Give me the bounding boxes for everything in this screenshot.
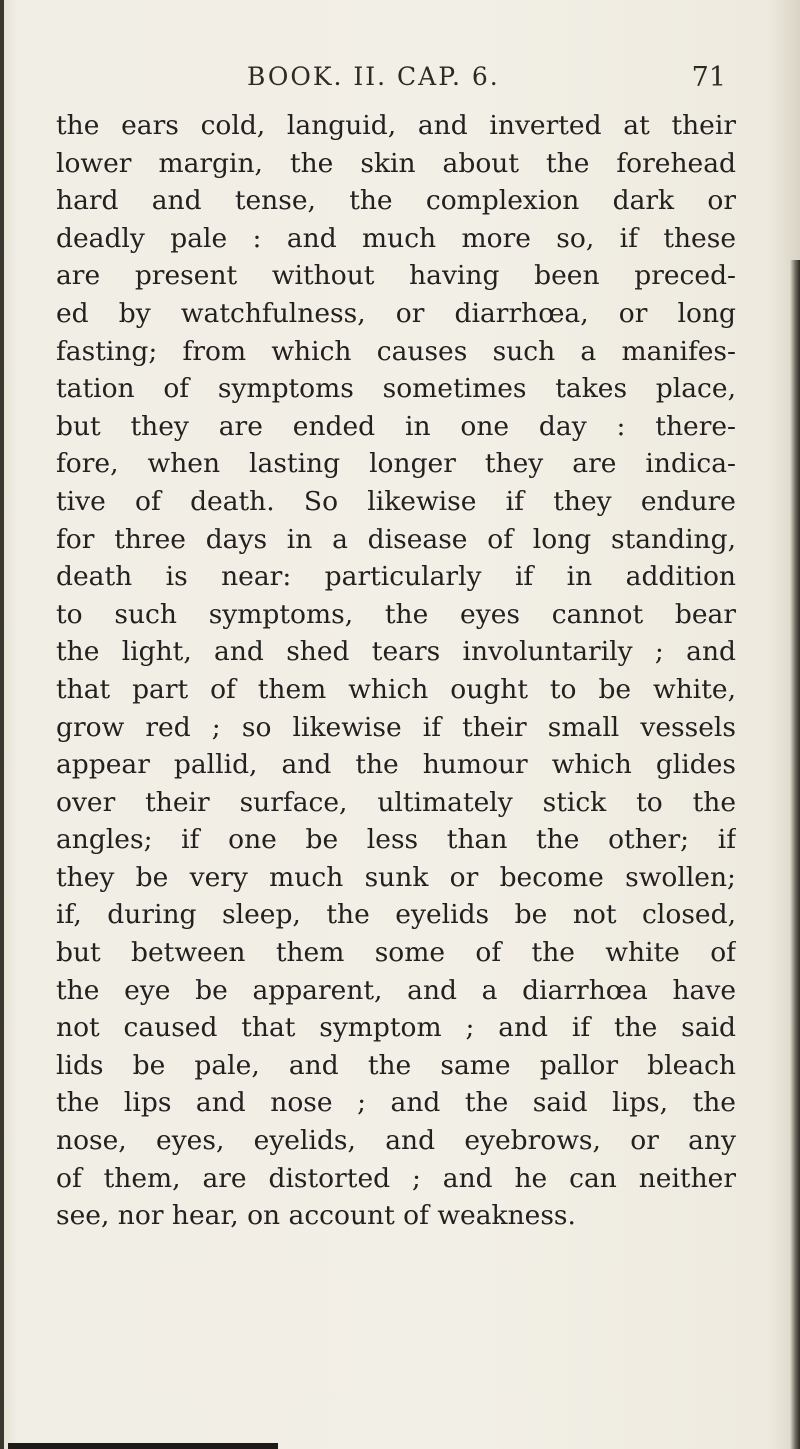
text-line: but they are ended in one day : there- xyxy=(56,410,736,442)
text-line: not caused that symptom ; and if the said xyxy=(56,1012,736,1044)
text-line: but between them some of the white of xyxy=(56,937,736,969)
page-number: 71 xyxy=(691,62,726,93)
text-line: nose, eyes, eyelids, and eyebrows, or any xyxy=(56,1125,736,1157)
page-bottom-edge xyxy=(8,1443,278,1449)
text-line: tive of death. So likewise if they endure xyxy=(56,485,736,517)
text-line: angles; if one be less than the other; if xyxy=(56,824,736,856)
text-line: fasting; from which causes such a manifes- xyxy=(56,335,736,367)
running-head xyxy=(40,60,760,100)
body-text xyxy=(56,107,736,1235)
text-line: grow red ; so likewise if their small vessels xyxy=(56,711,736,743)
text-line: appear pallid, and the humour which glides xyxy=(56,749,736,781)
text-line: for three days in a disease of long standing, xyxy=(56,523,736,555)
text-line: fore, when lasting longer they are indica- xyxy=(56,448,736,480)
text-line: they be very much sunk or become swollen; xyxy=(56,861,736,893)
text-line: if, during sleep, the eyelids be not closed, xyxy=(56,899,736,931)
text-line: death is near: particularly if in addition xyxy=(56,561,736,593)
text-line: lids be pale, and the same pallor bleach xyxy=(56,1049,736,1081)
text-line: ed by watchfulness, or diarrhœa, or long xyxy=(56,297,736,329)
text-line: are present without having been preced- xyxy=(56,260,736,292)
text-line: of them, are distorted ; and he can neither xyxy=(56,1162,736,1194)
text-line: the lips and nose ; and the said lips, the xyxy=(56,1087,736,1119)
text-line: over their surface, ultimately stick to the xyxy=(56,786,736,818)
text-line: the ears cold, languid, and inverted at their xyxy=(56,110,736,141)
text-line: lower margin, the skin about the forehead xyxy=(56,147,736,179)
text-line: deadly pale : and much more so, if these xyxy=(56,222,736,254)
text-line: the light, and shed tears involuntarily ; and xyxy=(56,636,736,668)
text-line: that part of them which ought to be white, xyxy=(56,673,736,705)
text-line: tation of symptoms sometimes takes place, xyxy=(56,373,736,405)
page-right-edge xyxy=(790,260,800,1449)
book-chapter-heading: BOOK. II. CAP. 6. xyxy=(247,62,500,91)
text-line: the eye be apparent, and a diarrhœa have xyxy=(56,974,736,1006)
text-line-last: see, nor hear, on account of weakness. xyxy=(56,1200,576,1232)
text-line: to such symptoms, the eyes cannot bear xyxy=(56,598,736,630)
text-line: hard and tense, the complexion dark or xyxy=(56,185,736,217)
page-left-edge xyxy=(0,0,4,1449)
